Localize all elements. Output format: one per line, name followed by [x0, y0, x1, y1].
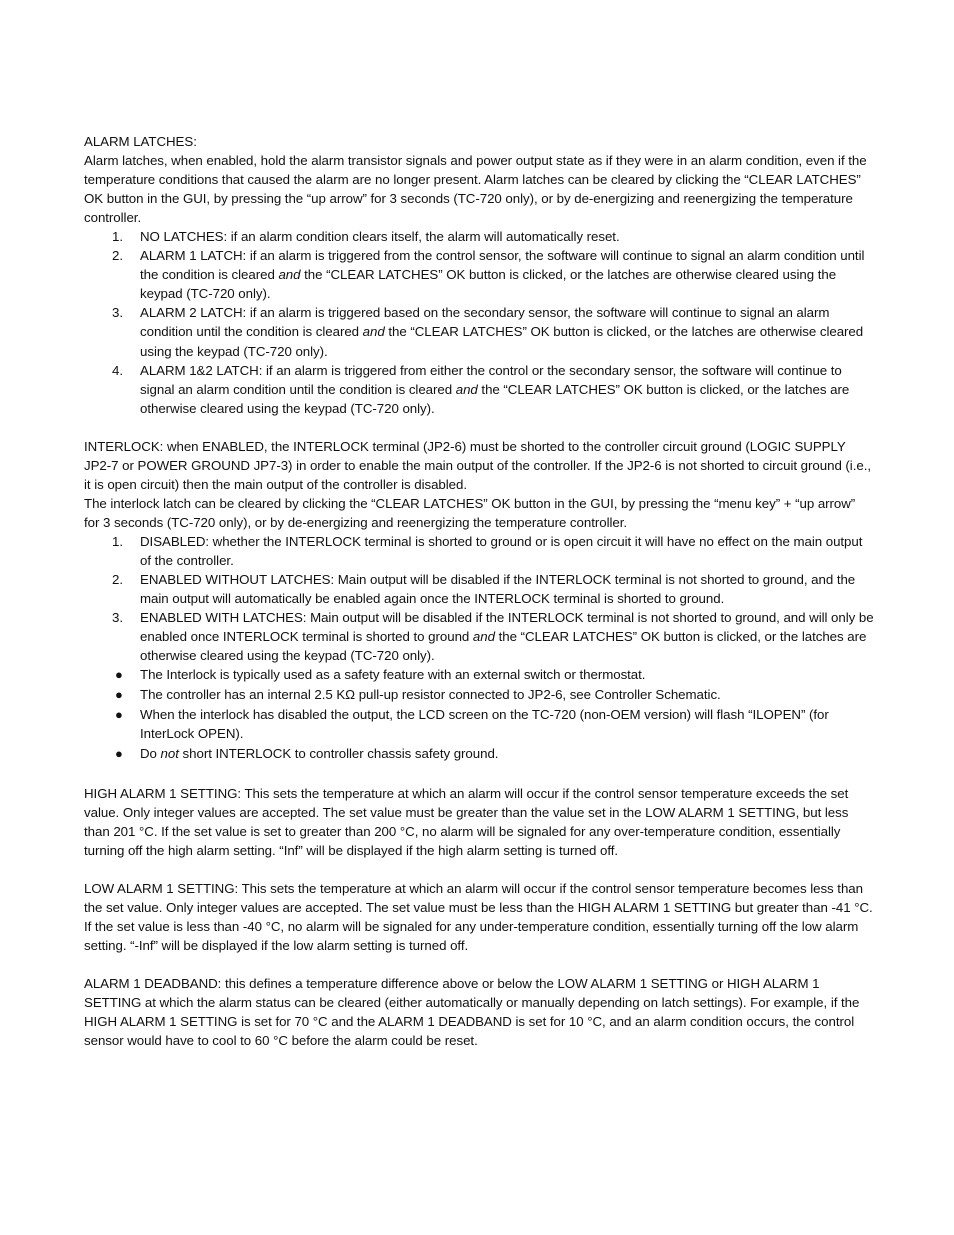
interlock-section — [84, 437, 874, 764]
alarm-latches-intro: Alarm latches, when enabled, hold the alarm transistor signals and power output state as if they were in an alarm condition, even if the temperature conditions that caused the alarm are no longer present. Alarm latches can be cleared by clicking the “CLEAR LATCHES” OK button in the GUI, by pressing the “up arrow” for 3 seconds (TC-720 only), or by de-energizing and reenergizing the temperature controller. — [84, 153, 867, 226]
interlock-paragraph: INTERLOCK: when ENABLED, the INTERLOCK terminal (JP2-6) must be shorted to the controller circuit ground (LOGIC SUPPLY JP2-7 or POWER GROUND JP7-3) in order to enable the main output of the controller. If the JP2-6 is not shorted to circuit ground (i.e., it is open circuit) then the main output of the controller is disabled. — [84, 438, 871, 492]
list-number: 3. — [112, 610, 123, 626]
high-alarm-paragraph: HIGH ALARM 1 SETTING: This sets the temperature at which an alarm will occur if the control sensor temperature exceeds the set value. Only integer values are accepted. The set value must be greater than the value set in the LOW ALARM 1 SETTING, but less than 201 °C. If the set value is set to greater than 200 °C, no alarm will be signaled for any over-temperature condition, essentially turning off the high alarm setting. “Inf” will be displayed if the high alarm setting is turned off. — [84, 785, 849, 858]
bullet-dot-icon: ● — [115, 707, 123, 723]
document-page — [84, 132, 874, 1050]
bullet-dot-icon: ● — [115, 667, 123, 683]
deadband-section — [84, 974, 874, 1050]
list-item — [84, 608, 874, 665]
list-text: ALARM 1&2 LATCH: if an alarm is triggered from either the control or the secondary sensor, the software will continue to signal an alarm condition until the condition is cleared — [140, 362, 842, 397]
interlock-notes-list — [84, 665, 874, 763]
paragraph-spacer — [84, 418, 874, 437]
list-number: 1. — [112, 229, 123, 245]
low-alarm-section — [84, 879, 874, 955]
list-text-emphasis: and — [362, 324, 385, 340]
bullet-text: When the interlock has disabled the output, the LCD screen on the TC-720 (non-OEM version) will flash “ILOPEN” (for InterLock OPEN). — [140, 707, 829, 742]
list-text-emphasis: and — [472, 629, 495, 645]
bullet-text: short INTERLOCK to controller chassis safety ground. — [178, 746, 499, 762]
list-item — [84, 303, 874, 360]
paragraph-spacer — [84, 765, 874, 784]
list-item — [84, 246, 874, 303]
list-text-emphasis: and — [455, 381, 478, 397]
list-item — [84, 227, 874, 246]
alarm-latches-section — [84, 132, 874, 418]
list-item — [84, 570, 874, 608]
bullet-dot-icon: ● — [115, 687, 123, 703]
list-number: 2. — [112, 572, 123, 588]
list-text: ENABLED WITHOUT LATCHES: Main output will be disabled if the INTERLOCK terminal is not shorted to ground, and the main output will automatically be enabled again once the INTERLOCK terminal is shorted to ground. — [140, 572, 856, 607]
bullet-item — [84, 705, 874, 743]
bullet-text: The Interlock is typically used as a safety feature with an external switch or thermostat. — [140, 667, 646, 683]
paragraph-spacer — [84, 955, 874, 974]
high-alarm-section — [84, 784, 874, 860]
bullet-item — [84, 744, 874, 763]
list-text-emphasis: and — [278, 267, 301, 283]
bullet-text: Do — [140, 746, 161, 762]
paragraph-spacer — [84, 860, 874, 879]
interlock-mode-list — [84, 532, 874, 665]
list-text: NO LATCHES: if an alarm condition clears itself, the alarm will automatically reset. — [140, 229, 620, 245]
list-text: DISABLED: whether the INTERLOCK terminal is shorted to ground or is open circuit it will have no effect on the main output of the controller. — [140, 533, 863, 568]
bullet-item — [84, 665, 874, 684]
bullet-item — [84, 685, 874, 704]
low-alarm-paragraph: LOW ALARM 1 SETTING: This sets the temperature at which an alarm will occur if the control sensor temperature becomes less than the set value. Only integer values are accepted. The set value must be less than the HIGH ALARM 1 SETTING but greater than -41 °C. If the set value is less than -40 °C, no alarm will be signaled for any under-temperature condition, essentially turning off the low alarm setting. “-Inf” will be displayed if the low alarm setting is turned off. — [84, 880, 873, 953]
list-text: the “CLEAR LATCHES” OK button is clicked, or the latches are otherwise cleared using the keypad (TC-720 only). — [140, 267, 837, 302]
bullet-text: The controller has an internal 2.5 KΩ pull-up resistor connected to JP2-6, see Controller Schematic. — [140, 687, 721, 703]
list-text: the “CLEAR LATCHES” OK button is clicked, or the latches are otherwise cleared using the keypad (TC-720 only). — [140, 629, 867, 664]
list-number: 2. — [112, 248, 123, 264]
list-number: 1. — [112, 533, 123, 549]
list-item — [84, 361, 874, 418]
bullet-text-emphasis: not — [160, 746, 179, 762]
bullet-dot-icon: ● — [115, 746, 123, 762]
alarm-latches-heading: ALARM LATCHES: — [84, 134, 197, 149]
deadband-paragraph: ALARM 1 DEADBAND: this defines a temperature difference above or below the LOW ALARM 1 SETTING or HIGH ALARM 1 SETTING at which the alarm status can be cleared (either automatically or manually depending on latch settings). For example, if the HIGH ALARM 1 SETTING is set for 70 °C and the ALARM 1 DEADBAND is set for 10 °C, and an alarm condition occurs, the control sensor would have to cool to 60 °C before the alarm could be reset. — [84, 975, 860, 1049]
list-item — [84, 532, 874, 570]
list-number: 3. — [112, 305, 123, 321]
alarm-latches-list — [84, 227, 874, 417]
interlock-latch-paragraph: The interlock latch can be cleared by clicking the “CLEAR LATCHES” OK button in the GUI, by pressing the “menu key” + “up arrow” for 3 seconds (TC-720 only), or by de-energizing and reenergizing the temperature controller. — [84, 495, 856, 530]
list-text: ALARM 2 LATCH: if an alarm is triggered based on the secondary sensor, the software will continue to signal an alarm condition until the condition is cleared — [140, 305, 830, 340]
list-text: ALARM 1 LATCH: if an alarm is triggered from the control sensor, the software will continue to signal an alarm condition until the condition is cleared — [140, 248, 865, 283]
list-text: the “CLEAR LATCHES” OK button is clicked, or the latches are otherwise cleared using the keypad (TC-720 only). — [140, 381, 850, 416]
list-text: the “CLEAR LATCHES” OK button is clicked, or the latches are otherwise cleared using the keypad (TC-720 only). — [140, 324, 864, 359]
list-text: ENABLED WITH LATCHES: Main output will be disabled if the INTERLOCK terminal is not shorted to ground, and will only be enabled once INTERLOCK terminal is shorted to ground — [140, 610, 874, 645]
list-number: 4. — [112, 362, 123, 378]
